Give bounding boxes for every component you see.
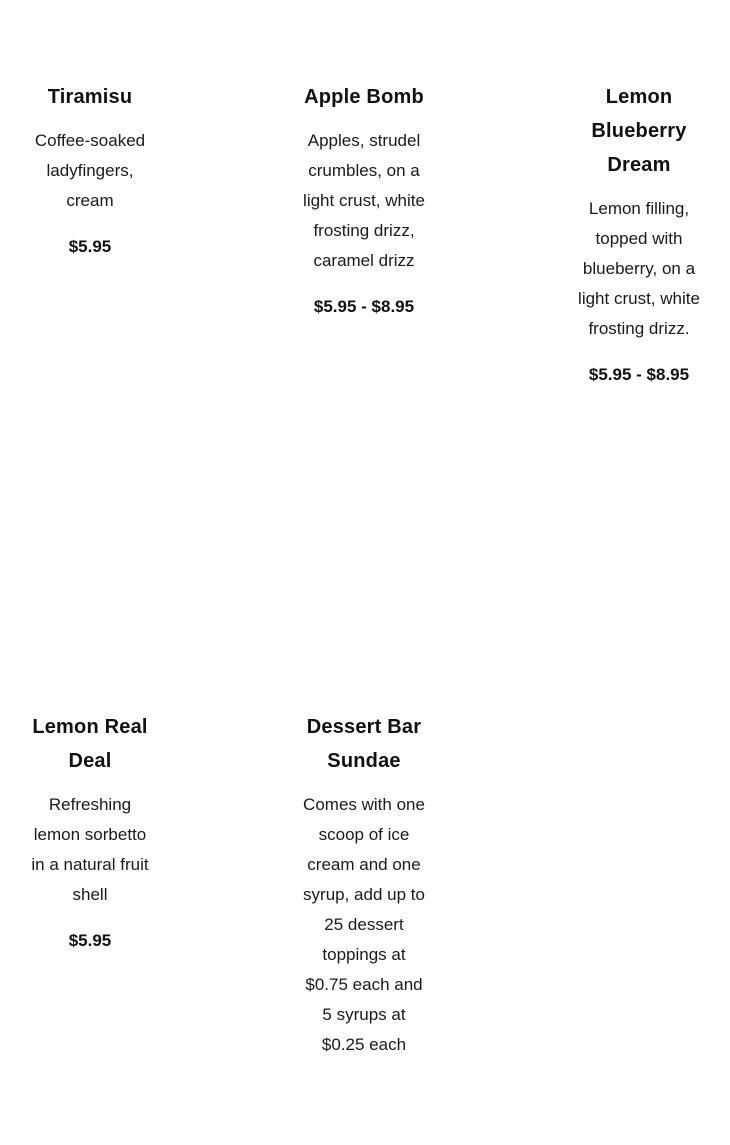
menu-item-description: Coffee-soaked ladyfingers, cream (34, 131, 146, 210)
menu-item-lemon-real-deal[interactable] (30, 710, 150, 956)
menu-item-lemon-blueberry-dream[interactable] (578, 80, 700, 390)
menu-item-description: Refreshing lemon sorbetto in a natural fruit shell (31, 795, 149, 904)
menu-item-dessert-bar-sundae[interactable] (303, 710, 425, 1060)
menu-item-tiramisu[interactable] (30, 80, 150, 262)
menu-item-description: Lemon filling, topped with blueberry, on a light crust, white frosting drizz. (578, 199, 700, 338)
menu-item-price: $5.95 - $8.95 (588, 365, 690, 384)
menu-item-apple-bomb[interactable] (303, 80, 425, 322)
menu-item-name: Dessert Bar Sundae (306, 716, 422, 772)
menu-item-description: Apples, strudel crumbles, on a light crust, white frosting drizz, caramel drizz (303, 131, 425, 270)
menu-item-description: Comes with one scoop of ice cream and one syrup, add up to 25 dessert toppings at $0.75 each and 5 syrups at $0.25 each (303, 795, 425, 1054)
menu-item-name: Tiramisu (47, 86, 133, 108)
menu-item-price: $5.95 (68, 237, 112, 256)
menu-item-price: $5.95 (68, 931, 112, 950)
menu-item-name: Lemon Blueberry Dream (591, 86, 687, 176)
menu-item-name: Apple Bomb (304, 86, 424, 108)
menu-item-name: Lemon Real Deal (32, 716, 148, 772)
menu-item-price: $5.95 - $8.95 (313, 297, 415, 316)
